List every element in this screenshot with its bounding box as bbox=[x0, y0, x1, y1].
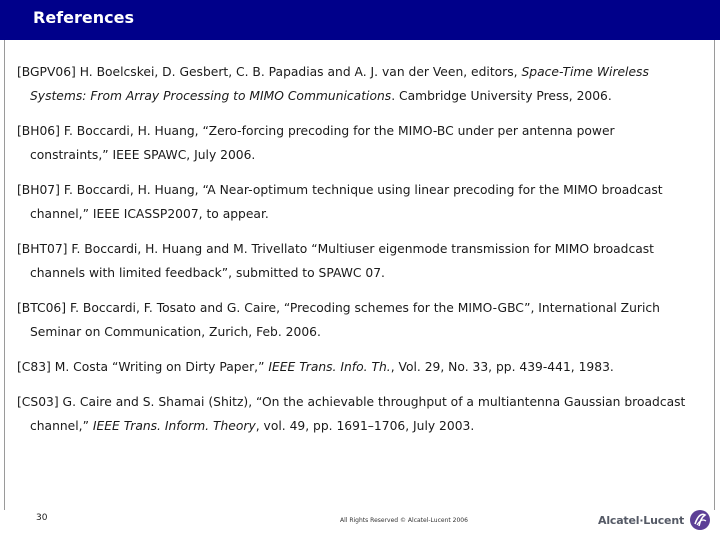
reference-tag: [C83] bbox=[17, 360, 51, 374]
reference-c83 bbox=[17, 355, 687, 379]
logo-text: Alcatel·Lucent bbox=[598, 513, 685, 527]
reference-text-end: . Cambridge University Press, 2006. bbox=[391, 89, 612, 103]
title-bar bbox=[0, 0, 720, 40]
reference-btc06 bbox=[17, 296, 687, 344]
reference-text: G. Caire and S. Shamai (Shitz), “On the achievable throughput of a multiantenna Gaussian broadcast channel,” bbox=[30, 395, 690, 433]
reference-bht07 bbox=[17, 237, 687, 285]
slide-title: References bbox=[33, 8, 134, 27]
reference-italic-journal: IEEE Trans. Info. Th. bbox=[268, 360, 391, 374]
reference-tag: [BH06] bbox=[17, 124, 60, 138]
reference-tag: [BH07] bbox=[17, 183, 60, 197]
reference-text-end: , Vol. 29, No. 33, pp. 439-441, 1983. bbox=[390, 360, 614, 374]
reference-tag: [CS03] bbox=[17, 395, 59, 409]
reference-tag: [BTC06] bbox=[17, 301, 67, 315]
reference-italic-title: Space-Time Wireless Systems: From Array Processing to MIMO Communications bbox=[30, 65, 653, 103]
alcatel-lucent-swirl-icon bbox=[689, 509, 711, 531]
reference-tag: [BHT07] bbox=[17, 242, 68, 256]
reference-bh07 bbox=[17, 178, 687, 226]
reference-text: H. Boelcskei, D. Gesbert, C. B. Papadias and A. J. van der Veen, editors, bbox=[75, 65, 522, 79]
reference-tag: [BGPV06] bbox=[17, 65, 76, 79]
copyright-notice: All Rights Reserved © Alcatel-Lucent 2006 bbox=[340, 517, 468, 524]
reference-text: M. Costa “Writing on Dirty Paper,” bbox=[50, 360, 269, 374]
alcatel-lucent-logo bbox=[598, 509, 711, 531]
reference-text-end: , vol. 49, pp. 1691–1706, July 2003. bbox=[255, 419, 475, 433]
reference-italic-journal: IEEE Trans. Inform. Theory bbox=[92, 419, 256, 433]
reference-list bbox=[17, 60, 690, 449]
reference-text: F. Boccardi, H. Huang and M. Trivellato “Multiuser eigenmode transmission for MIMO broadcast channels with limited feedback”, submitted to SPAWC 07. bbox=[30, 242, 658, 280]
reference-bh06 bbox=[17, 119, 687, 167]
reference-text: F. Boccardi, H. Huang, “A Near-optimum technique using linear precoding for the MIMO broadcast channel,” IEEE ICASSP2007, to appear. bbox=[30, 183, 667, 221]
reference-text: F. Boccardi, H. Huang, “Zero-forcing precoding for the MIMO-BC under per antenna power constraints,” IEEE SPAWC, July 2006. bbox=[30, 124, 619, 162]
page-number: 30 bbox=[36, 513, 48, 523]
reference-text: F. Boccardi, F. Tosato and G. Caire, “Precoding schemes for the MIMO-GBC”, International Zurich Seminar on Communication, Zurich, Feb. 2006. bbox=[30, 301, 664, 339]
reference-cs03 bbox=[17, 390, 690, 438]
reference-bgpv06 bbox=[17, 60, 687, 108]
